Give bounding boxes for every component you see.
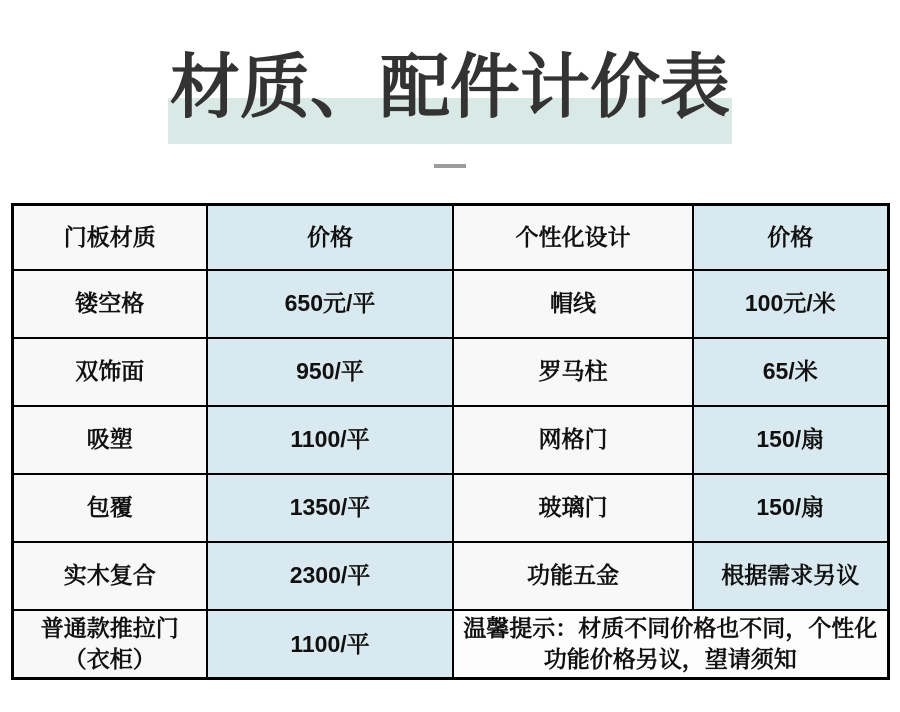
- cell-design-price: 根据需求另议: [693, 542, 888, 610]
- cell-material-price: 1350/平: [207, 474, 453, 542]
- cell-material: 吸塑: [12, 406, 207, 474]
- page-title: 材质、配件计价表: [168, 48, 732, 144]
- table-row: [12, 542, 888, 610]
- cell-note: 温馨提示：材质不同价格也不同，个性化功能价格另议，望请须知: [453, 610, 888, 679]
- cell-material: 镂空格: [12, 270, 207, 338]
- pricing-table: [11, 203, 890, 680]
- header-cell-custom-design: 个性化设计: [453, 205, 693, 271]
- cell-material-price: 1100/平: [207, 610, 453, 679]
- cell-material-price: 1100/平: [207, 406, 453, 474]
- cell-material-price: 650元/平: [207, 270, 453, 338]
- cell-material-price: 950/平: [207, 338, 453, 406]
- cell-material: 实木复合: [12, 542, 207, 610]
- cell-design: 玻璃门: [453, 474, 693, 542]
- cell-design: 网格门: [453, 406, 693, 474]
- table-bottom-row: [12, 610, 888, 679]
- cell-design-price: 65/米: [693, 338, 888, 406]
- cell-design-price: 100元/米: [693, 270, 888, 338]
- header-cell-price-left: 价格: [207, 205, 453, 271]
- table-row: [12, 270, 888, 338]
- table-row: [12, 406, 888, 474]
- header-cell-price-right: 价格: [693, 205, 888, 271]
- cell-material: 包覆: [12, 474, 207, 542]
- title-divider: [434, 164, 466, 168]
- header-cell-door-material: 门板材质: [12, 205, 207, 271]
- table-header-row: [12, 205, 888, 271]
- cell-material-price: 2300/平: [207, 542, 453, 610]
- cell-design: 帽线: [453, 270, 693, 338]
- title-container: [0, 0, 900, 144]
- cell-material: 双饰面: [12, 338, 207, 406]
- cell-design-price: 150/扇: [693, 474, 888, 542]
- table-row: [12, 474, 888, 542]
- cell-design: 罗马柱: [453, 338, 693, 406]
- cell-design: 功能五金: [453, 542, 693, 610]
- cell-material: 普通款推拉门（衣柜）: [12, 610, 207, 679]
- table-row: [12, 338, 888, 406]
- cell-design-price: 150/扇: [693, 406, 888, 474]
